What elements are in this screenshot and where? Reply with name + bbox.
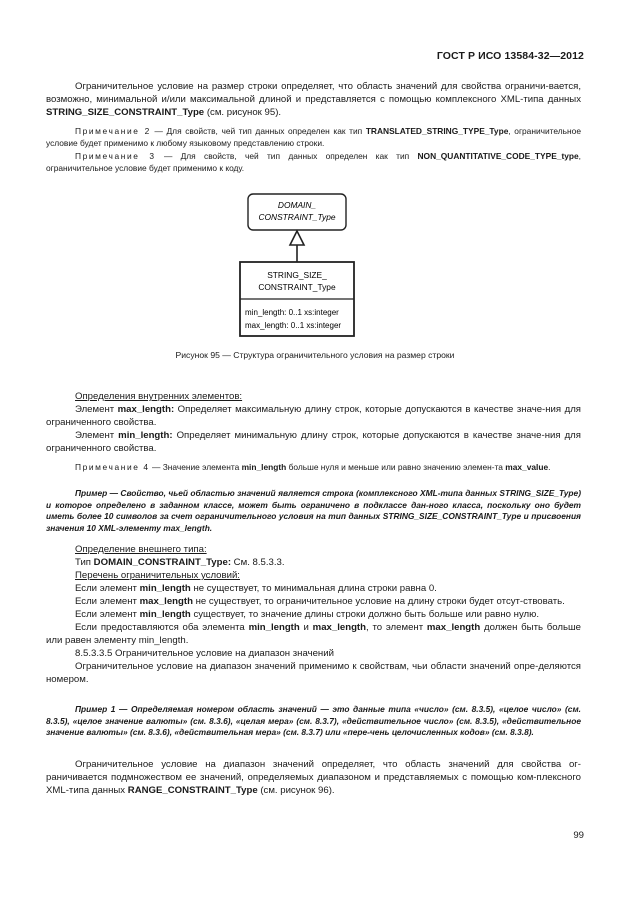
note-4-text-3: . — [548, 462, 551, 472]
constraint-4-end: . — [185, 635, 189, 646]
note-3-type: NON_QUANTITATIVE_CODE_TYPE_type — [417, 151, 579, 161]
constraint-3-text: существует, то значение длины строки должно быть больше или равно нулю. — [190, 609, 540, 620]
external-type-line — [46, 556, 581, 569]
note-4-element-1: min_length — [241, 462, 287, 472]
max-length-definition — [46, 403, 581, 429]
constraint-4-prefix: Если предоставляются оба элемента — [75, 622, 249, 633]
min-length-definition — [46, 429, 581, 455]
min-length-prefix: Элемент — [75, 430, 119, 441]
constraint-4-name-3: max_length — [426, 622, 481, 633]
min-length-text: Определяет минимальную длину строк, которые допускаются в качестве значе-ния для ограниченного свойства. — [46, 430, 581, 454]
max-length-text: Определяет максимальную длину строк, которые допускаются в качестве значе-ния для ограниченного свойства. — [46, 404, 581, 428]
note-4-text-2: больше нуля и меньше или равно значению элемен-та — [286, 462, 506, 472]
note-3-text: — Для свойств, чей тип данных определен как тип — [155, 151, 418, 161]
constraint-2-prefix: Если элемент — [75, 596, 140, 607]
note-3-text-end: , ограничительное условие будет применимо к коду. — [46, 151, 581, 173]
constraint-4 — [46, 621, 581, 647]
superclass-name-line2: CONSTRAINT_Type — [258, 212, 336, 222]
intro-text-end: (см. рисунок 95). — [204, 107, 282, 118]
class-name-line1: STRING_SIZE_ — [267, 270, 327, 280]
note-2-label: Примечание 2 — [75, 126, 151, 136]
note-2-text: — Для свойств, чей тип данных определен как тип — [150, 126, 366, 136]
external-definition — [46, 543, 581, 686]
standard-header: ГОСТ Р ИСО 13584-32—2012 — [436, 50, 584, 62]
constraint-4-mid-2: , то элемент — [366, 622, 427, 633]
max-length-name: max_length: — [117, 404, 175, 415]
constraint-1 — [46, 582, 581, 595]
note-3-label: Примечание 3 — [75, 151, 156, 161]
constraint-1-name: min_length — [139, 583, 191, 594]
note-4-label: Примечание 4 — [75, 462, 150, 472]
class-name-line2: CONSTRAINT_Type — [258, 282, 336, 292]
max-length-prefix: Элемент — [75, 404, 118, 415]
external-type-text: См. 8.5.3.3. — [231, 557, 285, 568]
constraint-4-mid-1: и — [299, 622, 313, 633]
range-text: Ограничительное условие на диапазон значений определяет, что область значений для свойства ог-раничивается подмножеством ее значений, определяемых диапазоном и представляемых с помощью ком-плексного XML-типа данных — [46, 759, 581, 796]
intro-text: Ограничительное условие на размер строки определяет, что область значений для свойства ограничи-вается, возможно, минимальной и/или максимальной длиной и представляется с помощью комплексного XML-типа данных — [46, 81, 581, 105]
page-number: 99 — [573, 830, 584, 841]
note-4-text: — Значение элемента — [149, 462, 242, 472]
constraint-4-name-2: max_length — [312, 622, 366, 633]
example-1-block: Пример 1 — Определяемая номером область значений — это данные типа «число» (см. 8.3.5), «целое число» (см. 8.3.5), «целое значение валюты» (см. 8.3.6), «целая мера» (см. 8.3.7), «действительное число» (см. 8.3.5), «действительное значение валюты» (см. 8.3.6), «действительная мера» (см. 8.3.7) или «пере-чень целочисленных кодов» (см. 8.3.8). — [46, 704, 581, 737]
constraint-4-name-1: min_length — [248, 622, 300, 633]
external-type-name: DOMAIN_CONSTRAINT_Type: — [93, 557, 232, 568]
constraint-1-prefix: Если элемент — [75, 583, 140, 594]
constraint-2-text: не существует, то ограничительное условие на длину строки будет отсут-ствовать. — [192, 596, 565, 607]
figure-caption: Рисунок 95 — Структура ограничительного условия на размер строки — [175, 350, 455, 360]
example-block: Пример — Свойство, чьей областью значений является строка (комплексного XML-типа данных STRING_SIZE_Type) и которое определено в заданном классе, может быть ограничено в подклассе дан-ного класса, поскольку оно будет иметь более 10 символов за счет ограничительного условия на тип данных STRING_SIZE_CONSTRAINT_Type и присвоения значения 10 XML-элементу max_length. — [46, 488, 581, 533]
constraint-1-text: не существует, то минимальная длина строки равна 0. — [190, 583, 437, 594]
section-title: 8.5.3.3.5 Ограничительное условие на диапазон значений — [75, 648, 334, 659]
range-paragraph — [46, 758, 581, 797]
constraint-2 — [46, 595, 581, 608]
constraint-3-name: min_length — [139, 609, 191, 620]
internal-definitions — [46, 390, 581, 455]
constraint-2-name: max_length — [139, 596, 193, 607]
note-2-text-end: , ограничительное условие будет применимо к любому языковому представлению строки. — [46, 126, 581, 148]
range-type: RANGE_CONSTRAINT_Type — [127, 785, 258, 796]
note-4-element-2: max_value — [505, 462, 549, 472]
attribute-max-length: max_length: 0..1 xs:integer — [245, 321, 342, 330]
internal-heading: Определения внутренних элементов: — [75, 391, 243, 402]
section-text: Ограничительное условие на диапазон значений применимо к свойствам, чьи области значений опре-деляются номером. — [46, 661, 581, 685]
range-text-end: (см. рисунок 96). — [257, 785, 335, 796]
inheritance-arrow — [290, 231, 304, 245]
superclass-name-line1: DOMAIN_ — [277, 200, 317, 210]
constraint-3-prefix: Если элемент — [75, 609, 140, 620]
note-4 — [46, 462, 581, 474]
note-2-type: TRANSLATED_STRING_TYPE_Type — [365, 126, 509, 136]
attribute-min-length: min_length: 0..1 xs:integer — [245, 308, 339, 317]
constraints-heading: Перечень ограничительных условий: — [75, 570, 240, 581]
external-heading: Определение внешнего типа: — [75, 544, 207, 555]
constraint-4-name-4: min_length — [138, 635, 186, 646]
external-type-prefix: Тип — [75, 557, 94, 568]
constraint-4-text: должен быть больше или равен элементу — [46, 622, 582, 646]
intro-type: STRING_SIZE_CONSTRAINT_Type — [46, 107, 205, 118]
min-length-name: min_length: — [118, 430, 173, 441]
constraint-3 — [46, 608, 581, 621]
